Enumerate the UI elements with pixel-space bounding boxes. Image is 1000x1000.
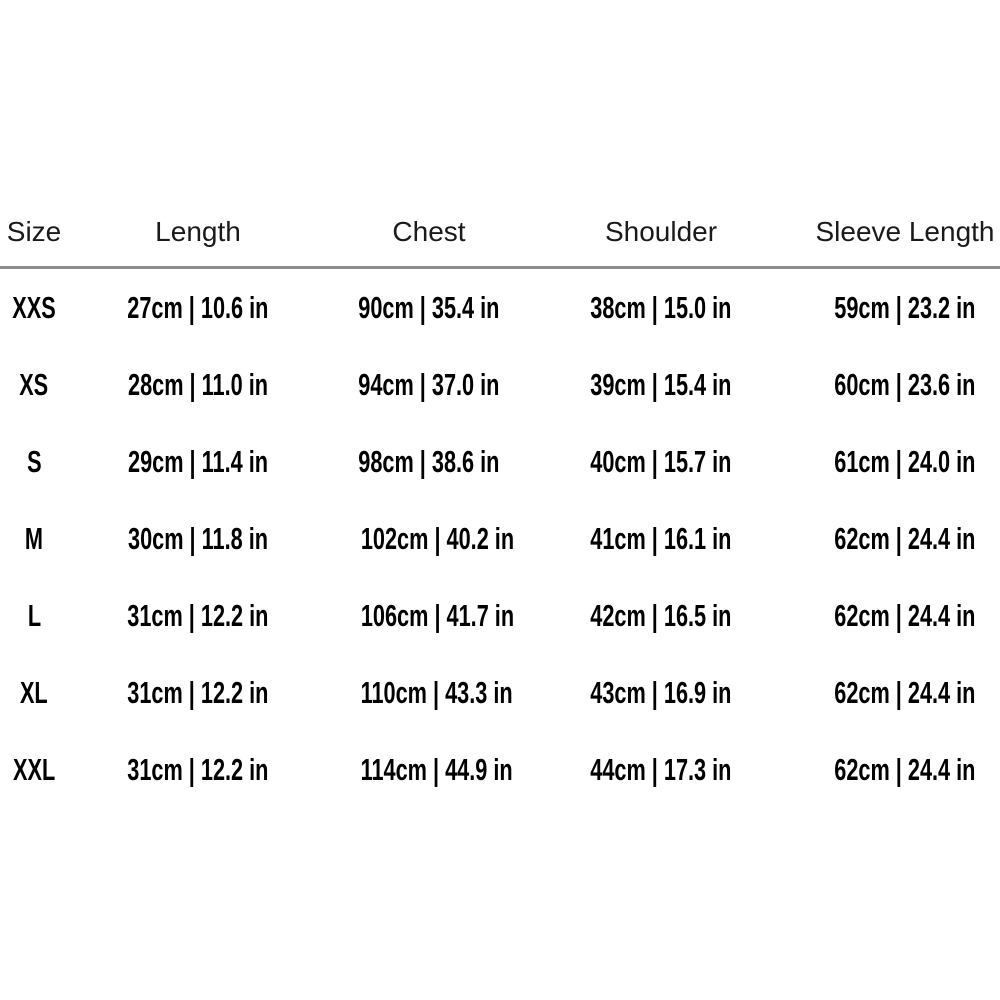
sleeve-cell: 60cm | 23.6 in	[834, 366, 976, 402]
shoulder-cell: 44cm | 17.3 in	[590, 751, 732, 787]
sleeve-cell: 62cm | 24.4 in	[834, 674, 976, 710]
sleeve-cell: 62cm | 24.4 in	[834, 751, 976, 787]
shoulder-cell: 43cm | 16.9 in	[590, 674, 732, 710]
length-cell: 27cm | 10.6 in	[127, 289, 269, 325]
length-cell: 31cm | 12.2 in	[127, 674, 269, 710]
size-label: M	[24, 520, 44, 556]
length-cell: 28cm | 11.0 in	[127, 366, 268, 402]
table-row-xxl	[0, 731, 1000, 808]
length-cell: 29cm | 11.4 in	[127, 443, 268, 479]
chest-cell: 94cm | 37.0 in	[358, 366, 500, 402]
chest-cell: 90cm | 35.4 in	[358, 289, 500, 325]
table-row-xs	[0, 346, 1000, 423]
length-cell: 30cm | 11.8 in	[127, 520, 268, 556]
sleeve-cell: 62cm | 24.4 in	[834, 597, 976, 633]
shoulder-cell: 41cm | 16.1 in	[590, 520, 732, 556]
column-header-shoulder: Shoulder	[604, 216, 718, 247]
sleeve-cell: 62cm | 24.4 in	[834, 520, 976, 556]
column-header-sleeve-length: Sleeve Length	[815, 216, 995, 247]
shoulder-cell: 38cm | 15.0 in	[590, 289, 732, 325]
chest-cell: 106cm | 41.7 in	[360, 597, 515, 633]
size-label: S	[26, 443, 42, 479]
table-row-s	[0, 423, 1000, 500]
size-label: XXL	[12, 751, 56, 787]
sleeve-cell: 61cm | 24.0 in	[834, 443, 976, 479]
chest-cell: 110cm | 43.3 in	[360, 674, 513, 710]
table-row-m	[0, 500, 1000, 577]
table-body	[0, 269, 1000, 808]
shoulder-cell: 40cm | 15.7 in	[590, 443, 732, 479]
column-header-size: Size	[6, 216, 62, 247]
chest-cell: 114cm | 44.9 in	[360, 751, 513, 787]
table-header-row	[0, 212, 1000, 252]
shoulder-cell: 42cm | 16.5 in	[590, 597, 732, 633]
table-row-l	[0, 577, 1000, 654]
sleeve-cell: 59cm | 23.2 in	[834, 289, 976, 325]
shoulder-cell: 39cm | 15.4 in	[590, 366, 732, 402]
column-header-chest: Chest	[392, 216, 466, 247]
table-row-xl	[0, 654, 1000, 731]
chest-cell: 98cm | 38.6 in	[358, 443, 500, 479]
size-label: XS	[19, 366, 49, 402]
length-cell: 31cm | 12.2 in	[127, 597, 269, 633]
size-label: XL	[20, 674, 48, 710]
length-cell: 31cm | 12.2 in	[127, 751, 269, 787]
table-row-xxs	[0, 269, 1000, 346]
size-label: L	[27, 597, 41, 633]
column-header-length: Length	[155, 216, 241, 247]
size-label: XXS	[12, 289, 56, 325]
chest-cell: 102cm | 40.2 in	[360, 520, 515, 556]
